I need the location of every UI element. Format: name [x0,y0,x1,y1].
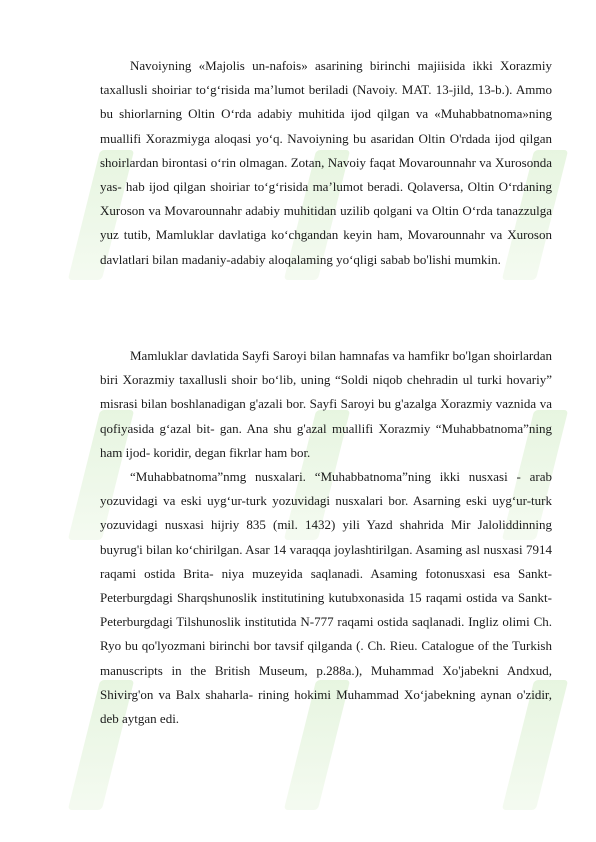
text-block-bottom [100,344,552,731]
paragraph-mamluklar: Mamluklar davlatida Sayfi Saroyi bilan hamnafas va hamfikr bo'lgan shoirlardan biri Xorazmiy taxallusli shoir bo‘lib, uning “Soldi niqob chehradin ul turki hovariy” misrasi bilan boshlanadigan g'azali bor. Sayfi Saroyi bu g'azalga Xorazmiy vaznida va qofiyasida g‘azal bit- gan. Ana shu g'azal muallifi Xorazmiy “Muhabbatnoma”ning ham ijod- koridir, degan fikrlar ham bor. [100,348,552,460]
text-block-top [100,54,552,272]
paragraph-navoiy: Navoiyning «Majolis un-nafois» asarining birinchi majiisida ikki Xorazmiy taxallusli shoiriar to‘g‘risida ma’lumot beriladi (Navoiy. MAT. 13-jild, 13-b.). Ammo bu shiorlarning Oltin O‘rda adabiy muhitida ijod qilgan va «Muhabbatnoma»ning muallifi Xorazmiyga aloqasi yo‘q. Navoiyning bu asaridan Oltin O'rdada ijod qilgan shoirlardan birontasi o‘rin olmagan. Zotan, Navoiy faqat Movarounnahr va Xurosonda yas- hab ijod qilgan shoiriar to‘g‘risida ma’lumot beradi. Qolaversa, Oltin O‘rdaning Xuroson va Movarounnahr adabiy muhitidan uzilib qolgani va Oltin O‘rda tanazzulga yuz tutib, Mamluklar davlatiga ko‘chgandan keyin ham, Movarounnahr va Xuroson davlatlari bilan madaniy-adabiy aloqalaming yo‘qligi sabab bo'lishi mumkin. [100,58,552,267]
paragraph-nusxalari: “Muhabbatnoma”nmg nusxalari. “Muhabbatnoma”ning ikki nusxasi - arab yozuvidagi va eski uyg‘ur-turk yozuvidagi nusxalari bor. Asarning eski uyg‘ur-turk yozuvidagi nusxasi hijriy 835 (mil. 1432) yili Yazd shahrida Mir Jaloliddinning buyrug'i bilan ko‘chirilgan. Asar 14 varaqqa joylashtirilgan. Asaming asl nusxasi 7914 raqami ostida Brita- niya muzeyida saqlanadi. Asaming fotonusxasi esa Sankt-Peterburgdagi Sharqshunoslik institutining kutubxonasida 15 raqami ostida va Sankt-Peterburgdagi Tilshunoslik institutida N-777 raqami ostida saqlanadi. Ingliz olimi Ch. Ryo bu qo'lyozmani birinchi bor tavsif qilganda (. Ch. Rieu. Catalogue of the Turkish manuscripts in the British Museum, p.288a.), Muhammad Xo'jabekni Andxud, Shivirg'on va Balx shaharla- rining hokimi Muhammad Xo‘jabekning aynan o'zidir, deb aytgan edi. [100,469,552,727]
